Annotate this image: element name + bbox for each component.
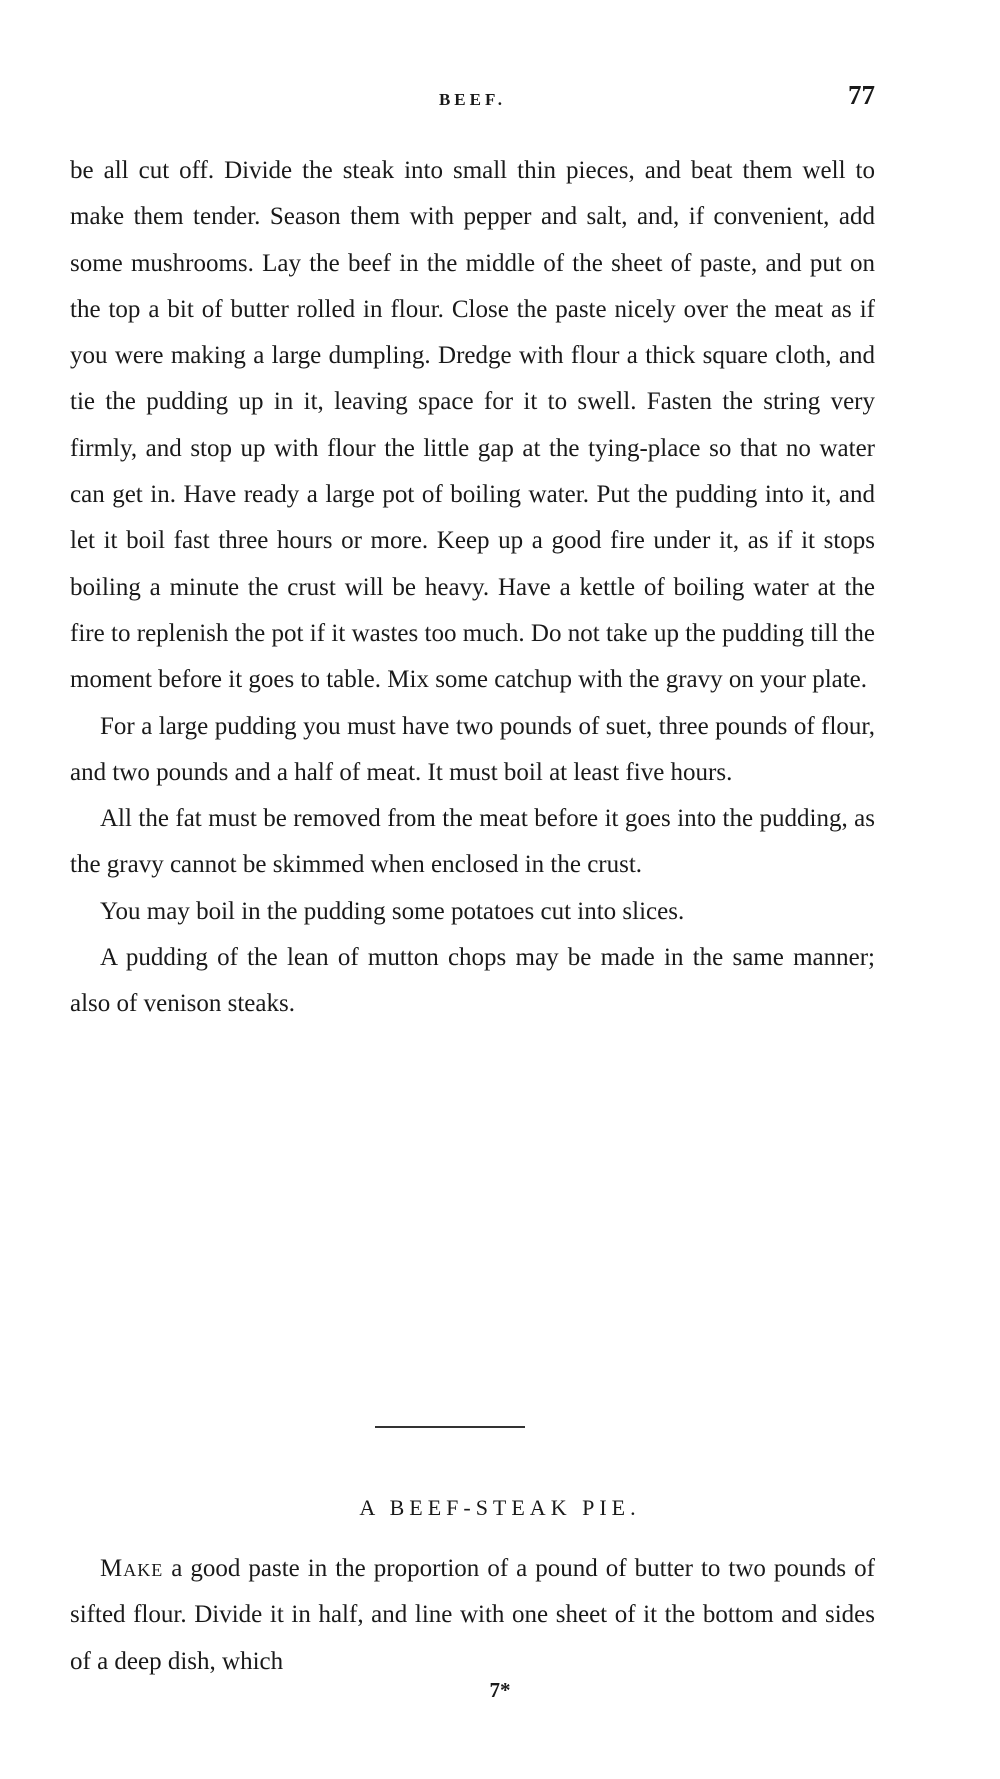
signature-mark: 7* [489,1678,511,1702]
section-paragraph [70,1546,875,1685]
section-divider [375,1426,525,1428]
main-text [70,148,875,1028]
page-header [70,80,875,120]
paragraph-large-pudding: For a large pudding you must have two pounds of suet, three pounds of flour, and two pounds and a half of meat. It must boil at least five hours. [70,712,875,786]
paragraph-remove-fat: All the fat must be removed from the meat before it goes into the pudding, as the gravy cannot be skimmed when enclosed in the crust. [70,805,875,879]
paragraph-mutton-chops: A pudding of the lean of mutton chops may be made in the same manner; also of venison steaks. [70,944,875,1018]
paragraph-potatoes: You may boil in the pudding some potatoes cut into slices. [100,897,685,925]
running-head: BEEF. [438,90,507,109]
page-number: 77 [848,80,875,110]
section-body [70,1546,875,1685]
section-first-word: Make [100,1555,164,1582]
continued-paragraph: be all cut off. Divide the steak into small thin pieces, and beat them well to make them tender. Season them with pepper and salt, and, if convenient, add some mushrooms. Lay the beef in the middle of the sheet of paste, and put on the top a bit of butter rolled in flour. Close the paste nicely over the meat as if you were making a large dumpling. Dredge with flour a thick square cloth, and tie the pudding up in it, leaving space for it to swell. Fasten the string very firmly, and stop up with flour the little gap at the tying-place so that no water can get in. Have ready a large pot of boiling water. Put the pudding into it, and let it boil fast three hours or more. Keep up a good fire under it, as if it stops boiling a minute the crust will be heavy. Have a kettle of boiling water at the fire to replenish the pot if it wastes too much. Do not take up the pudding till the moment before it goes to table. Mix some catchup with the gravy on your plate. [70,157,875,694]
section-title: A BEEF-STEAK PIE. [359,1495,641,1520]
section-paragraph-text: a good paste in the proportion of a pound of butter to two pounds of sifted flour. Divide it in half, and line with one sheet of it the bottom and sides of a deep dish, which [70,1555,875,1675]
